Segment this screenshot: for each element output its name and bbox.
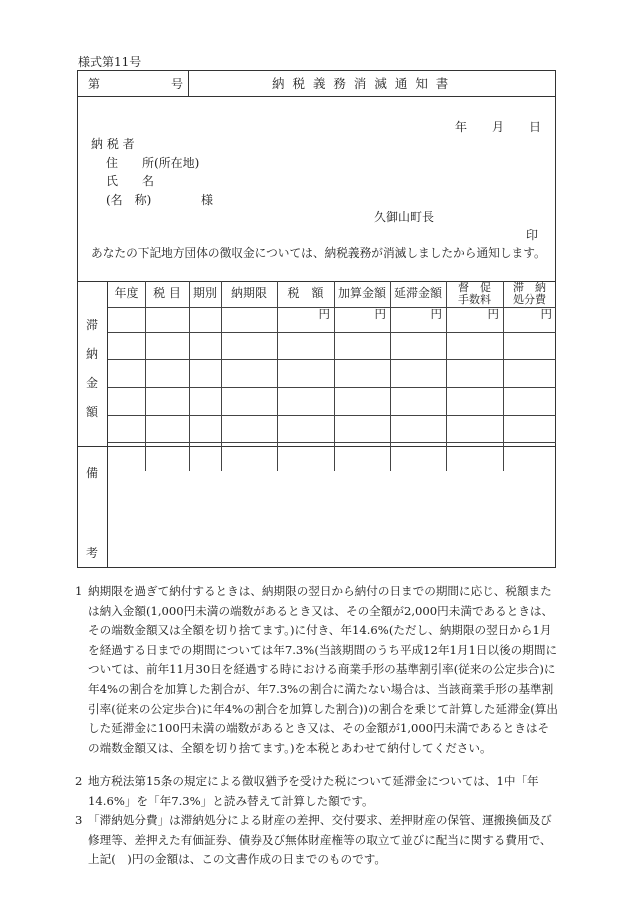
table-cell <box>446 359 504 388</box>
sama-label: 様 <box>201 193 214 207</box>
table-cell <box>277 415 335 443</box>
table-cell <box>390 359 447 388</box>
remarks-box <box>77 446 556 568</box>
header-go: 号 <box>171 77 184 91</box>
table-cell <box>334 359 391 388</box>
table-cell <box>334 415 391 443</box>
amount-grid <box>108 281 555 446</box>
note-3 <box>75 811 558 870</box>
table-header-cell: 期別 <box>189 281 222 308</box>
table-cell <box>221 332 278 360</box>
date-day: 日 <box>529 120 542 134</box>
table-cell <box>189 415 222 443</box>
table-cell: 円 <box>334 307 391 333</box>
table-cell <box>446 415 504 443</box>
table-cell: 円 <box>446 307 504 333</box>
table-cell <box>108 307 146 333</box>
table-cell <box>145 332 190 360</box>
side-label <box>78 281 107 447</box>
table-header-cell: 納期限 <box>221 281 278 308</box>
header-divider <box>188 70 189 97</box>
table-cell: 円 <box>503 307 556 333</box>
table-header-cell: 延滞金額 <box>390 281 447 308</box>
table-cell: 円 <box>390 307 447 333</box>
table-cell <box>503 359 556 388</box>
document-title: 納 税 義 務 消 滅 通 知 書 <box>272 76 451 91</box>
table-cell <box>221 387 278 416</box>
table-header-cell: 滞 納 処分費 <box>503 281 556 308</box>
table-cell <box>446 387 504 416</box>
name-label: 氏 名 <box>106 174 155 188</box>
note-1-number: 1 <box>75 584 83 598</box>
note-3-text: 「滞納処分費」は滞納処分による財産の差押、交付要求、差押財産の保管、運搬換価及び修理等、差押えた有価証券、債券及び無体財産権等の取立て並びに配当に関する費用で、上記( )円の金額は、この文書作成の日までのものです。 <box>88 813 552 867</box>
issuer-title: 久御山町長 <box>374 210 435 224</box>
table-cell <box>334 332 391 360</box>
table-cell <box>221 307 278 333</box>
side-label-char: 額 <box>86 405 99 419</box>
side-label-char: 金 <box>86 376 99 390</box>
table-cell <box>108 332 146 360</box>
table-cell <box>221 359 278 388</box>
note-2-text: 地方税法第15条の規定による徴収猶予を受けた税について延滞金については、1中「年14.6%」を「年7.3%」と読み替えて計算した額です。 <box>88 774 539 808</box>
table-cell <box>108 387 146 416</box>
table-cell <box>277 387 335 416</box>
table-cell <box>503 387 556 416</box>
seal-mark: 印 <box>526 228 539 242</box>
table-header-cell: 税 額 <box>277 281 335 308</box>
note-2-number: 2 <box>75 774 83 788</box>
table-header-cell: 税 目 <box>145 281 190 308</box>
table-cell <box>189 387 222 416</box>
remarks-divider <box>107 446 108 568</box>
remarks-label-top: 備 <box>86 466 99 480</box>
table-cell <box>145 387 190 416</box>
taxpayer-label: 納 税 者 <box>91 137 135 151</box>
table-cell <box>390 332 447 360</box>
side-label-char: 滞 <box>86 318 99 332</box>
table-cell <box>277 359 335 388</box>
remarks-label-bottom: 考 <box>86 546 99 560</box>
table-cell <box>189 359 222 388</box>
table-header-cell: 督 促 手数料 <box>446 281 504 308</box>
notice-text: あなたの下記地方団体の徴収金については、納税義務が消滅しましたから通知します。 <box>91 246 546 260</box>
note-3-number: 3 <box>75 813 83 827</box>
table-cell <box>277 332 335 360</box>
table-cell <box>221 415 278 443</box>
table-cell <box>390 415 447 443</box>
table-cell <box>334 387 391 416</box>
note-2 <box>75 772 558 811</box>
table-header-cell: 年度 <box>108 281 146 308</box>
table-header-cell: 加算金額 <box>334 281 391 308</box>
table-cell <box>145 415 190 443</box>
date-year: 年 <box>455 120 468 134</box>
header-dai: 第 <box>88 77 101 91</box>
table-cell: 円 <box>277 307 335 333</box>
table-cell <box>108 415 146 443</box>
table-cell <box>108 359 146 388</box>
corp-name-label: (名 称) <box>106 193 152 207</box>
table-cell <box>503 332 556 360</box>
table-cell <box>189 332 222 360</box>
table-cell <box>189 307 222 333</box>
table-cell <box>145 359 190 388</box>
address-label: 住 所(所在地) <box>106 156 200 170</box>
note-1-text: 納期限を過ぎて納付するときは、納期限の翌日から納付の日までの期間に応じ、税額または納入金額(1,000円未満の端数があるとき又は、その全額が2,000円未満であるときは、その端数金額又は全額を切り捨てます。)に付き、年14.6%(ただし、納期限の翌日から1月を経過する日までの期間については年7.3%(当該期間のうち平成12年1月1日以後の期間については、前年11月30日を経過する時における商業手形の基準割引率(従来の公定歩合)に年4%の割合を加算した割合が、年7.3%の割合に満たない場合は、当該商業手形の基準割引率(従来の公定歩合)に年4%の割合を加算した割合))の割合を乗じて計算した延滞金(算出した延滞金に100円未満の端数があるとき又は、その金額が1,000円未満であるときはその端数金額又は、全額を切り捨てます。)を本税とあわせて納付してください。 <box>88 584 558 755</box>
table-cell <box>145 307 190 333</box>
side-label-char: 納 <box>86 347 99 361</box>
note-1 <box>75 582 558 758</box>
form-number: 様式第11号 <box>78 55 142 69</box>
table-cell <box>446 332 504 360</box>
table-cell <box>390 387 447 416</box>
date-month: 月 <box>492 120 505 134</box>
table-cell <box>503 415 556 443</box>
